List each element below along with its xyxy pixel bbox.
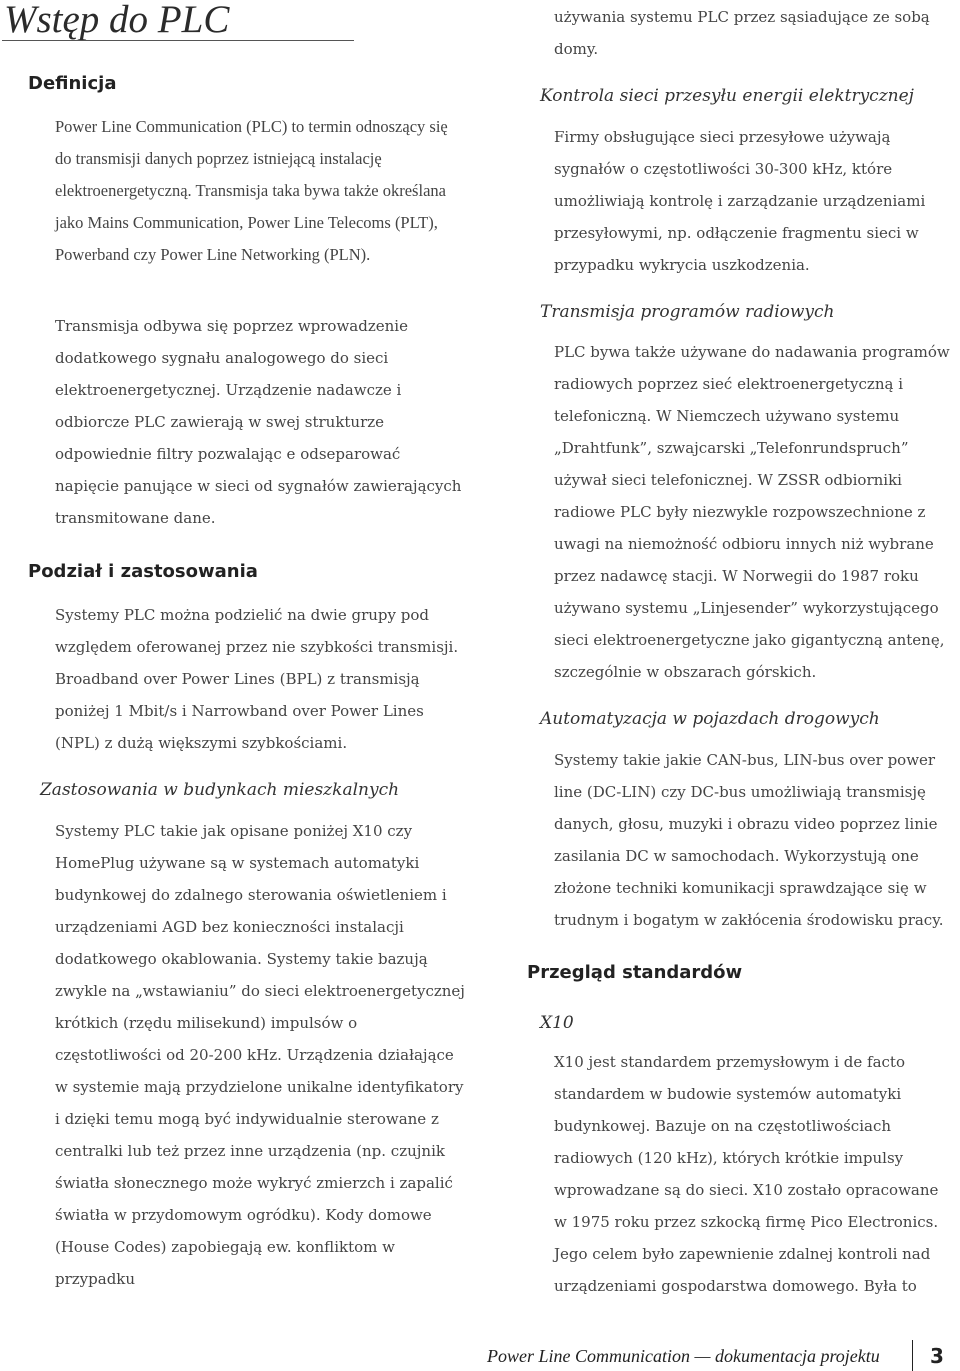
document-title: Wstęp do PLC xyxy=(4,0,230,41)
paragraph-budynki-continued: używania systemu PLC przez sąsiadujące ze sobą domy. xyxy=(554,8,930,58)
paragraph-definicja-1: Power Line Communication (PLC) to termin odnoszący się do transmisji danych poprzez istniejącą instalację elektroenergetyczną. Transmisja taka bywa także określana jako Mains Communication, Power Line Telecoms (PLT), Powerband czy Power Line Networking (PLN). xyxy=(55,117,448,264)
footer-title: Power Line Communication — dokumentacja projektu xyxy=(487,1346,880,1366)
heading-definicja: Definicja xyxy=(28,73,117,94)
heading-podzial: Podział i zastosowania xyxy=(28,561,258,582)
footer-divider xyxy=(912,1340,913,1371)
paragraph-pojazdy-1: Systemy takie jakie CAN-bus, LIN-bus over power line (DC-LIN) czy DC-bus umożliwiają transmisję danych, głosu, muzyki i obrazu video poprzez linie zasilania DC w samochodach. Wykorzystują one złożone techniki komunikacji sprawdzające się w trudnym i bogatym w zakłócenia środowisku pracy. xyxy=(554,751,944,929)
paragraph-definicja-2: Transmisja odbywa się poprzez wprowadzenie dodatkowego sygnału analogowego do sieci elektroenergetycznej. Urządzenie nadawcze i odbiorcze PLC zawierają w swej strukturze odpowiednie filtry pozwalając e odseparować napięcie panujące w sieci od sygnałów zawierających transmitowane dane. xyxy=(55,317,462,527)
heading-budynki: Zastosowania w budynkach mieszkalnych xyxy=(40,780,400,800)
heading-x10: X10 xyxy=(540,1013,574,1033)
heading-pojazdy: Automatyzacja w pojazdach drogowych xyxy=(540,709,880,729)
heading-standardy: Przegląd standardów xyxy=(527,962,743,983)
paragraph-budynki-1: Systemy PLC takie jak opisane poniżej X10 czy HomePlug używane są w systemach automatyki budynkowej do zdalnego sterowania oświetleniem i urządzeniami AGD bez konieczności instalacji dodatkowego okablowania. Systemy takie bazują zwykle na „wstawianiu” do sieci elektroenergetycznej krótkich (rzędu milisekund) impulsów o częstotliwości od 20-200 kHz. Urządzenia działające w systemie mają przydzielone unikalne identyfikatory i dzięki temu mogą być indywidualnie sterowane z centralki lub też przez inne urządzenia (np. czujnik światła słonecznego może wykryć zmierzch i zapalić światła w przydomowym ogródku). Kody domowe (House Codes) zapobiegają ew. konfliktom w przypadku xyxy=(55,822,465,1288)
title-underline xyxy=(2,40,354,41)
heading-radio: Transmisja programów radiowych xyxy=(540,302,835,322)
paragraph-podzial-1: Systemy PLC można podzielić na dwie grupy pod względem oferowanej przez nie szybkości transmisji. Broadband over Power Lines (BPL) z transmisją poniżej 1 Mbit/s i Narrowband over Power Lines (NPL) z dużą większymi szybkościami. xyxy=(55,606,459,752)
heading-kontrola: Kontrola sieci przesyłu energii elektrycznej xyxy=(540,86,914,106)
paragraph-x10-1: X10 jest standardem przemysłowym i de facto standardem w budowie systemów automatyki budynkowej. Bazuje on na częstotliwościach radiowych (120 kHz), których krótkie impulsy wprowadzane są do sieci. X10 zostało opracowane w 1975 roku przez szkocką firmę Pico Electronics. Jego celem było zapewnienie zdalnej kontroli nad urządzeniami gospodarstwa domowego. Była to xyxy=(554,1053,939,1295)
paragraph-kontrola-1: Firmy obsługujące sieci przesyłowe używają sygnałów o częstotliwości 30-300 kHz, które umożliwiają kontrolę i zarządzanie urządzeniami przesyłowymi, np. odłączenie fragmentu sieci w przypadku wykrycia uszkodzenia. xyxy=(554,128,926,274)
paragraph-radio-1: PLC bywa także używane do nadawania programów radiowych poprzez sieć elektroenergetyczną i telefoniczną. W Niemczech używano systemu „Drahtfunk”, szwajcarski „Telefonrundspruch” używał sieci telefonicznej. W ZSSR odbiorniki radiowe PLC były niezwykle rozpowszechnione z uwagi na niemożność odbioru innych niż wybrane przez nadawcę stacji. W Norwegii do 1987 roku używano systemu „Linjesender” wykorzystującego sieci elektroenergetyczne jako gigantyczną antenę, szczególnie w obszarach górskich. xyxy=(554,343,950,681)
page-number: 3 xyxy=(930,1344,944,1368)
